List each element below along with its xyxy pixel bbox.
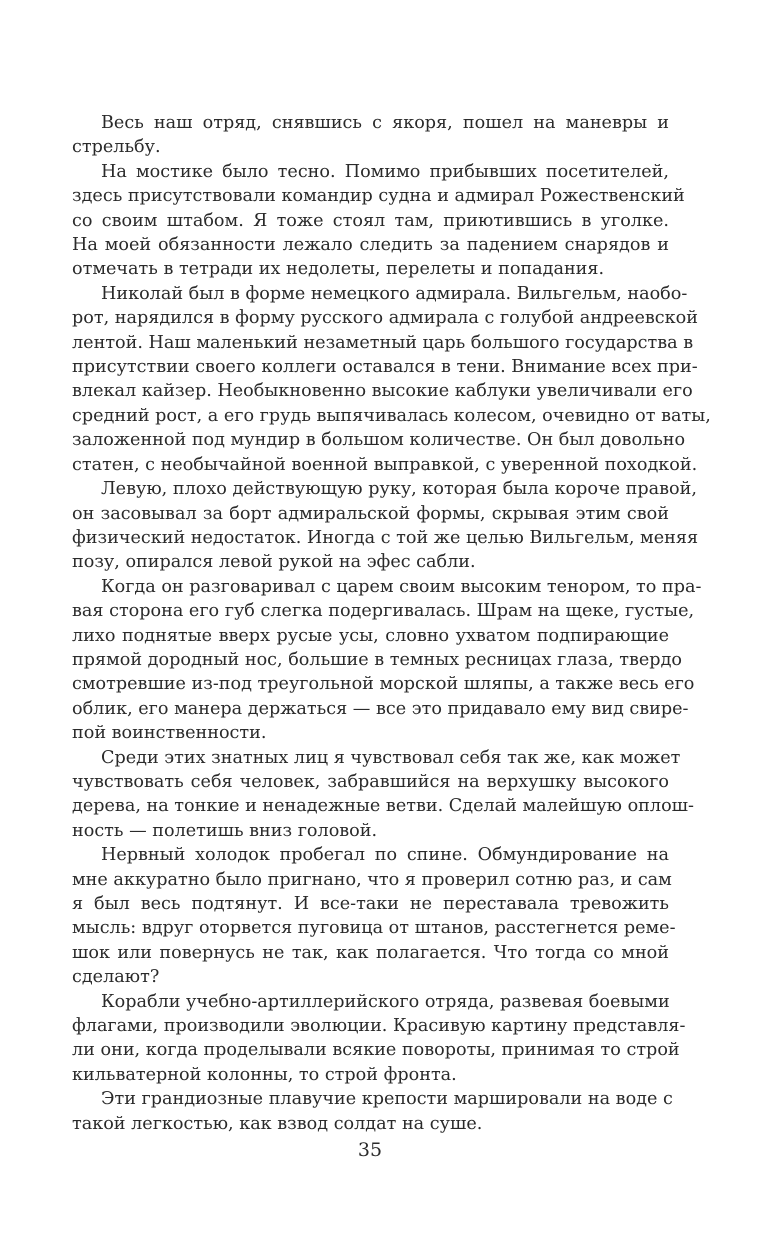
text-line: со своим штабом. Я тоже стоял там, приютившись в уголке. bbox=[72, 210, 669, 231]
text-line: средний рост, а его грудь выпячивалась колесом, очевидно от ваты, bbox=[72, 405, 711, 426]
text-line: заложенной под мундир в большом количестве. Он был довольно bbox=[72, 430, 686, 451]
text-line: рот, нарядился в форму русского адмирала с голубой андреевской bbox=[72, 308, 698, 329]
body-text bbox=[72, 111, 711, 1136]
text-line: На мостике было тесно. Помимо прибывших посетителей, bbox=[101, 161, 669, 182]
text-line: флагами, производили эволюции. Красивую картину представля- bbox=[72, 1016, 686, 1037]
text-line: статен, с необычайной военной выправкой, с уверенной походкой. bbox=[72, 454, 698, 475]
paragraph bbox=[72, 1087, 673, 1136]
text-line: стрельбу. bbox=[72, 137, 161, 158]
text-line: Весь наш отряд, снявшись с якоря, пошел на маневры и bbox=[101, 113, 669, 133]
paragraph bbox=[72, 282, 711, 477]
text-line: здесь присутствовали командир судна и адмирал Рожественский bbox=[72, 186, 685, 207]
paragraph bbox=[72, 990, 686, 1088]
text-line: Нервный холодок пробегал по спине. Обмундирование на bbox=[101, 845, 669, 866]
text-line: облик, его манера держаться — все это придавало ему вид свире- bbox=[72, 698, 689, 719]
paragraph bbox=[72, 160, 685, 282]
text-line: отмечать в тетради их недолеты, перелеты и попадания. bbox=[72, 259, 605, 280]
text-line: Эти грандиозные плавучие крепости маршировали на воде с bbox=[101, 1089, 673, 1110]
text-line: Левую, плохо действующую руку, которая была короче правой, bbox=[101, 479, 697, 500]
text-line: Среди этих знатных лиц я чувствовал себя так же, как может bbox=[101, 747, 681, 768]
text-line: ли они, когда проделывали всякие повороты, принимая то строй bbox=[72, 1040, 680, 1061]
text-line: На моей обязанности лежало следить за падением снарядов и bbox=[72, 235, 669, 256]
text-line: чувствовать себя человек, забравшийся на верхушку высокого bbox=[72, 771, 669, 792]
paragraph bbox=[72, 746, 694, 844]
text-line: лихо поднятые вверх русые усы, словно ухватом подпирающие bbox=[72, 625, 669, 646]
text-line: дерева, на тонкие и ненадежные ветви. Сделай малейшую оплош- bbox=[72, 796, 694, 817]
text-line: мысль: вдруг оторвется пуговица от штанов, расстегнется реме- bbox=[72, 918, 676, 939]
text-line: сделают? bbox=[72, 967, 160, 988]
text-line: пой воинственности. bbox=[72, 723, 267, 744]
text-line: шок или повернусь не так, как полагается. Что тогда со мной bbox=[72, 942, 669, 963]
paragraph bbox=[72, 843, 676, 989]
text-line: ность — полетишь вниз головой. bbox=[72, 820, 378, 841]
paragraph bbox=[72, 111, 669, 160]
text-line: влекал кайзер. Необыкновенно высокие каблуки увеличивали его bbox=[72, 381, 693, 402]
text-line: Корабли учебно-артиллерийского отряда, развевая боевыми bbox=[101, 991, 670, 1012]
text-line: позу, опирался левой рукой на эфес сабли. bbox=[72, 552, 476, 573]
text-line: вая сторона его губ слегка подергивалась. Шрам на щеке, густые, bbox=[72, 601, 695, 622]
paragraph bbox=[72, 575, 702, 746]
text-line: я был весь подтянут. И все-таки не переставала тревожить bbox=[72, 894, 669, 914]
text-line: Николай был в форме немецкого адмирала. Вильгельм, наобо- bbox=[101, 283, 688, 304]
text-line: прямой дородный нос, большие в темных ресницах глаза, твердо bbox=[72, 649, 682, 670]
text-line: мне аккуратно было пригнано, что я проверил сотню раз, и сам bbox=[72, 869, 672, 890]
text-line: присутствии своего коллеги оставался в тени. Внимание всех при- bbox=[72, 357, 698, 378]
paragraph bbox=[72, 477, 699, 575]
text-line: он засовывал за борт адмиральской формы, скрывая этим свой bbox=[72, 503, 669, 524]
text-line: Когда он разговаривал с царем своим высоким тенором, то пра- bbox=[101, 576, 702, 597]
text-line: физический недостаток. Иногда с той же целью Вильгельм, меняя bbox=[72, 527, 699, 548]
page-number: 35 bbox=[357, 1139, 383, 1161]
text-line: такой легкостью, как взвод солдат на суше. bbox=[72, 1113, 483, 1134]
text-line: лентой. Наш маленький незаметный царь большого государства в bbox=[72, 332, 694, 353]
text-line: кильватерной колонны, то строй фронта. bbox=[72, 1064, 457, 1085]
text-line: смотревшие из-под треугольной морской шляпы, а также весь его bbox=[72, 674, 695, 695]
